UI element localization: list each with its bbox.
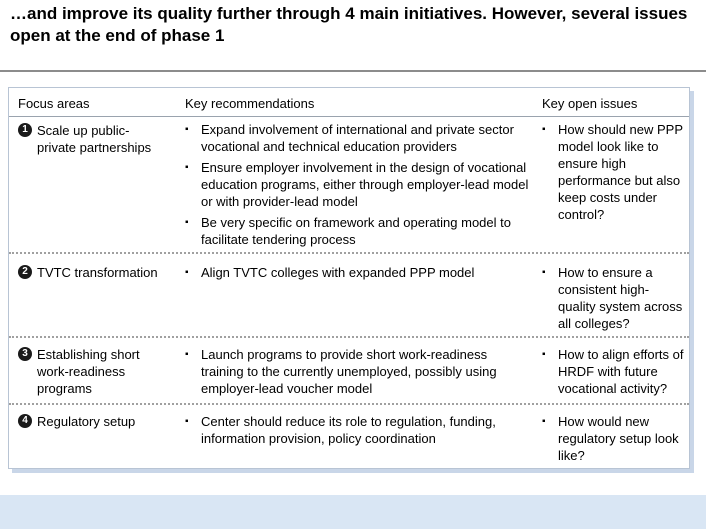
header-key-recommendations: Key recommendations: [185, 96, 315, 111]
number-badge: 3: [18, 347, 32, 361]
open-issue-text: How to ensure a consistent high-quality system across all colleges?: [558, 265, 683, 331]
row-divider: [9, 403, 689, 405]
header-divider: [9, 116, 689, 117]
bullet-icon: ▪: [542, 124, 546, 135]
bullet-icon: ▪: [542, 416, 546, 427]
title-divider: [0, 70, 706, 72]
header-key-open-issues: Key open issues: [542, 96, 638, 111]
header-focus-areas: Focus areas: [18, 96, 90, 111]
bullet-icon: ▪: [185, 349, 189, 360]
bullet-icon: ▪: [542, 267, 546, 278]
row-divider: [9, 336, 689, 338]
focus-label: TVTC transformation: [37, 265, 158, 280]
bullet-icon: ▪: [185, 162, 189, 173]
focus-label: Regulatory setup: [37, 414, 136, 429]
bullet-icon: ▪: [185, 124, 189, 135]
bullet-icon: ▪: [542, 349, 546, 360]
recommendation-text: Ensure employer involvement in the design of vocational education programs, either through employer-lead model or with provider-lead model: [201, 160, 529, 209]
recommendation-text: Launch programs to provide short work-readiness training to the currently unemployed, possibly using employer-lead voucher model: [201, 347, 497, 396]
recommendation-text: Center should reduce its role to regulation, funding, information provision, policy coordination: [201, 414, 496, 446]
number-badge: 2: [18, 265, 32, 279]
open-issue-text: How should new PPP model look like to ensure high performance but also keep costs under control?: [558, 122, 683, 222]
recommendation-text: Expand involvement of international and private sector vocational and technical education providers: [201, 122, 514, 154]
open-issue-text: How to align efforts of HRDF with future vocational activity?: [558, 347, 684, 396]
recommendation-text: Align TVTC colleges with expanded PPP model: [201, 265, 475, 280]
bullet-icon: ▪: [185, 267, 189, 278]
footer-band: [0, 495, 706, 529]
bullet-icon: ▪: [185, 217, 189, 228]
number-badge: 4: [18, 414, 32, 428]
focus-label: Scale up public-private partnerships: [37, 123, 152, 155]
number-badge: 1: [18, 123, 32, 137]
row-divider: [9, 252, 689, 254]
initiatives-table: [8, 87, 690, 469]
bullet-icon: ▪: [185, 416, 189, 427]
open-issue-text: How would new regulatory setup look like?: [558, 414, 679, 463]
recommendation-text: Be very specific on framework and operating model to facilitate tendering process: [201, 215, 511, 247]
slide-title: …and improve its quality further through 4 main initiatives. However, several issues open at the end of phase 1: [10, 4, 688, 45]
focus-label: Establishing short work-readiness programs: [37, 347, 140, 396]
